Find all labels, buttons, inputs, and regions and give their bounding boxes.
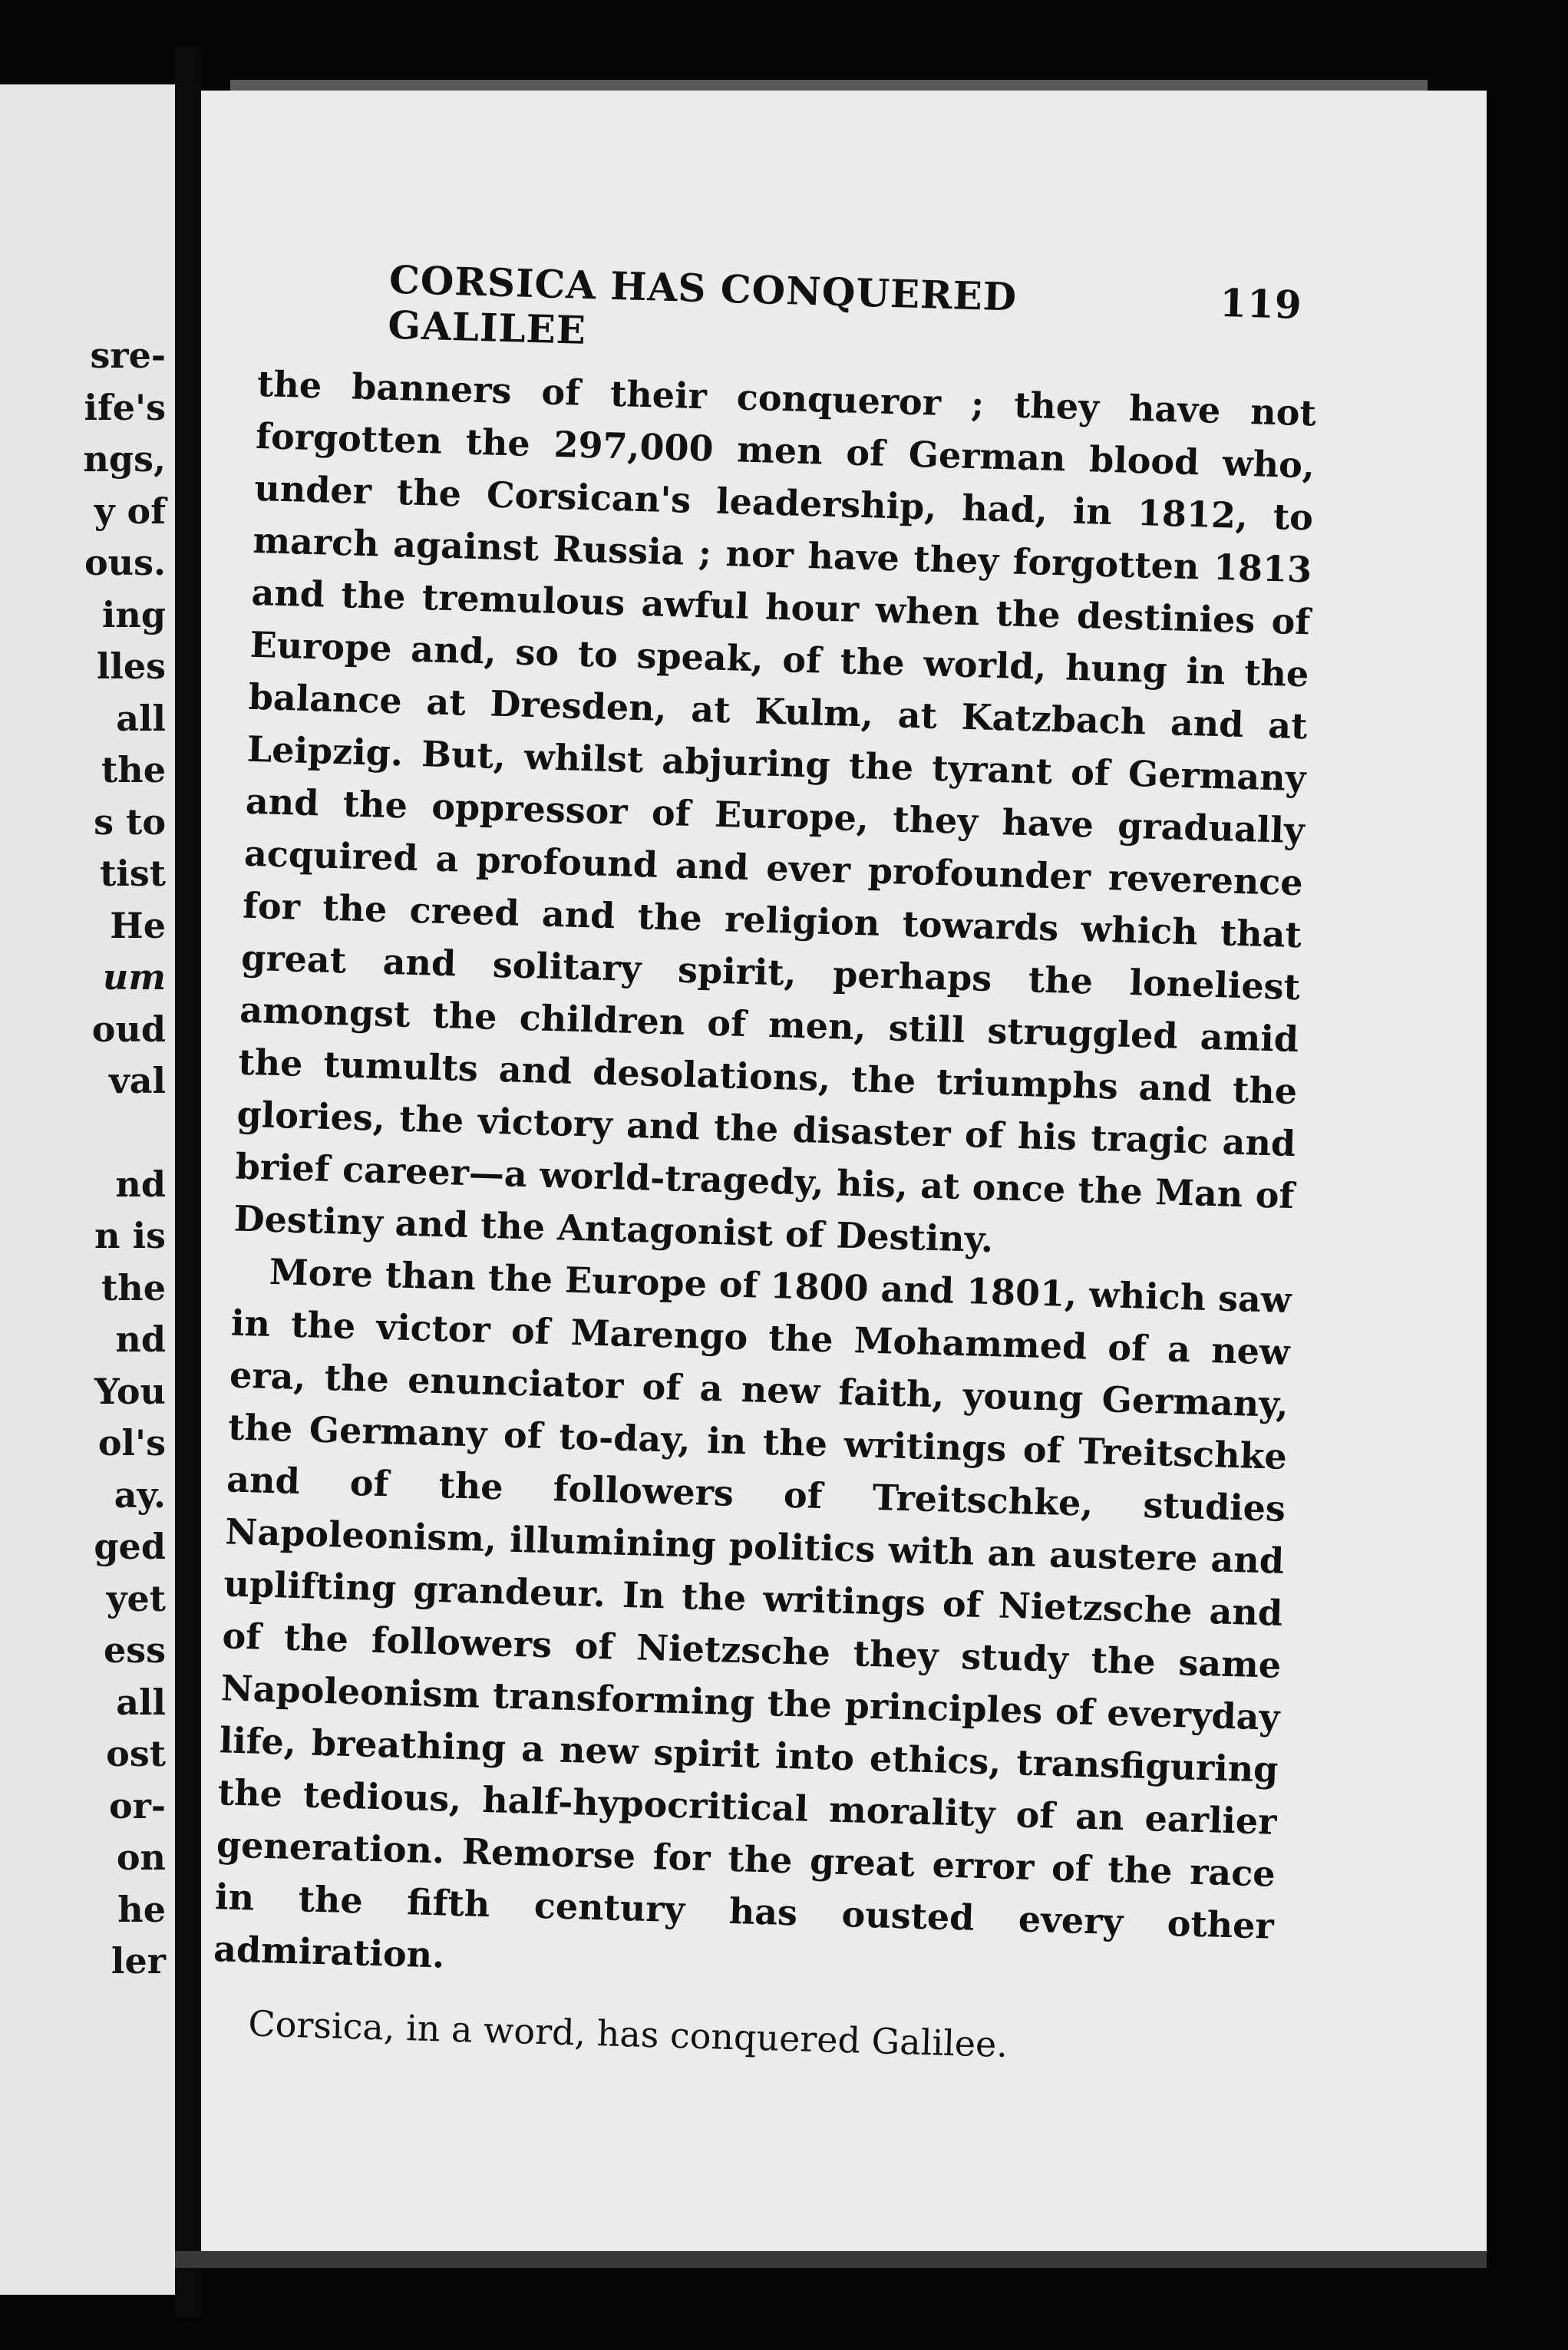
left-fragment: You [94,1370,166,1412]
left-fragment: tist [100,853,166,894]
closing-line: Corsica, in a word, has conquered Galilee. [247,2002,1008,2066]
paragraph: the banners of their conqueror ; they have not forgotten the 297,000 men of German blood who, under the Corsican's leadership, had, in 1812, to march against Russia ; nor have they forgotten 1813 and the tremulous awful hour when the destinies of Europe and, so to speak, of the world, hung in the balance at Dresden, at Kulm, at Katzbach and at Leipzig. But, whilst abjuring the tyrant of Germany and the oppressor of Europe, they have gradually acquired a profound and ever profounder reverence for the creed and the religion towards which that great and solitary spirit, perhaps the loneliest amongst the children of men, still struggled amid the tumults and desolations, the triumphs and the glories, the victory and the disaster of his tragic and brief career—a world-tragedy, his, at once the Man of Destiny and the Antagonist of Destiny. [233,362,1317,1261]
page-bottom-edge [175,2251,1487,2268]
left-fragment: lles [96,645,166,687]
left-fragment: ife's [84,386,166,428]
left-fragment: um [102,956,166,998]
running-head-title: CORSICA HAS CONQUERED GALILEE [387,256,1018,353]
left-fragment: nd [115,1319,166,1360]
left-fragment: ost [106,1733,166,1774]
left-fragment: ay. [114,1474,166,1516]
page-number: 119 [1219,279,1303,328]
book-page [201,91,1487,2251]
left-fragment: all [116,697,166,739]
body-text [213,358,1316,2005]
left-fragment: n is [94,1215,166,1256]
left-fragment: ged [94,1526,166,1567]
left-fragment: yet [106,1577,166,1619]
left-fragment: He [110,904,166,946]
left-fragment: ous. [84,542,166,583]
paragraph: More than the Europe of 1800 and 1801, which saw in the victor of Marengo the Mohammed of a new era, the enunciator of a new faith, young Germany, the Germany of to-day, in the writings of Treitschke and of the followers of Treitschke, studies Napoleonism, illumining politics with an austere and uplifting grandeur. In the writings of Nietzsche and of the followers of Nietzsche they study the same Napoleonism transforming the principles of everyday life, breathing a new spirit into ethics, transfiguring the tedious, half-hypocritical morality of an earlier generation. Remorse for the great error of the race in the fifth century has ousted every other admiration. [213,1250,1292,1976]
left-fragment: or- [108,1784,166,1827]
left-fragment: ngs, [83,438,166,480]
left-fragment: nd [115,1163,166,1205]
left-fragment: val [108,1060,166,1101]
left-page-strip [0,84,175,2295]
left-fragment: ler [111,1940,166,1982]
running-header [388,257,1303,373]
left-fragment: on [116,1837,166,1878]
page-top-edge [230,80,1428,91]
left-fragment: ess [103,1629,166,1671]
left-fragment: sre- [90,335,166,376]
left-fragment: all [116,1681,166,1723]
left-fragment: oud [91,1008,166,1050]
left-fragment: the [101,749,166,790]
left-fragment: he [117,1888,166,1930]
left-fragment: y of [94,490,166,532]
left-fragment: ing [101,593,166,635]
left-fragment: the [101,1266,166,1309]
left-fragment: ol's [97,1422,166,1464]
left-page-fragments [83,330,166,1988]
book-gutter [175,46,201,2318]
left-fragment: s to [94,800,166,843]
page-content [211,253,1320,2078]
